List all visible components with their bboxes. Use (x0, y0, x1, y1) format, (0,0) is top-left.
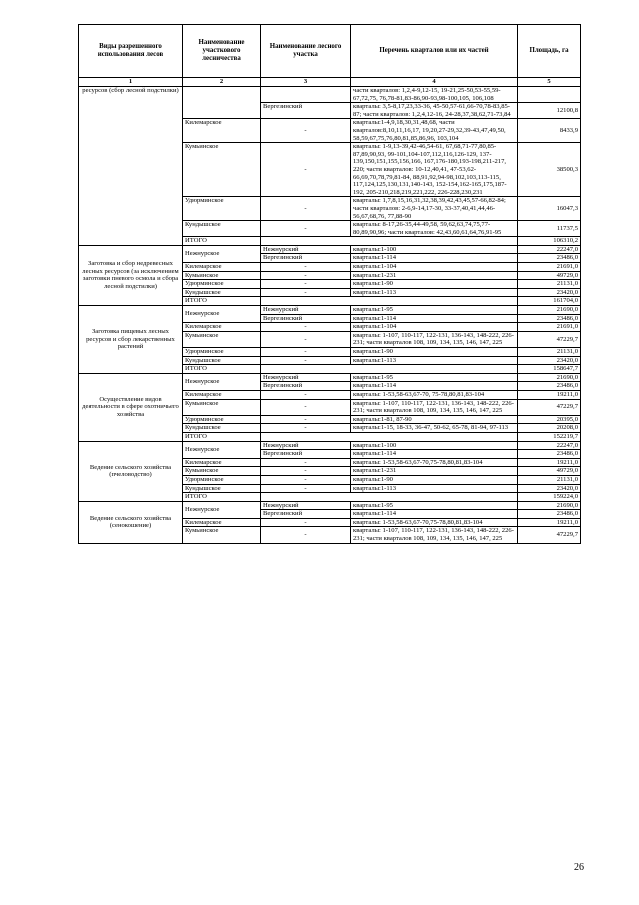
area-name-cell: - (261, 323, 351, 332)
forestry-cell: Килемарское (183, 119, 261, 143)
total-value: 152219,7 (518, 432, 581, 441)
area-cell: 47229,7 (518, 399, 581, 415)
area-name-cell: Нежнурский (261, 373, 351, 382)
col-number: 2 (183, 78, 261, 87)
col-number: 1 (79, 78, 183, 87)
total-label: ИТОГО (183, 297, 261, 306)
area-cell: 38500,3 (518, 143, 581, 197)
area-cell: 8433,9 (518, 119, 581, 143)
table-body (79, 87, 581, 544)
area-name-cell: - (261, 271, 351, 280)
area-cell: 19211,0 (518, 458, 581, 467)
table-row (79, 87, 581, 103)
quarters-cell: кварталы:1-15, 18-33, 36-47, 50-62, 65-78, 81-94, 97-113 (351, 424, 518, 433)
area-name-cell: Вергезинский (261, 314, 351, 323)
quarters-cell: кварталы: 1-107, 110-117, 122-131, 136-143, 148-222, 226-231; части кварталов 108, 109, 134, 135, 146, 147, 225 (351, 331, 518, 347)
quarters-cell: кварталы: 1,7,8,15,16,31,32,38,39,42,43,45,57-66,82-84; части кварталов: 2-6,9-14,17-30, 33-37,40,41,44,46-56,67,68,76, 77,88-90 (351, 197, 518, 221)
quarters-cell: кварталы:1-95 (351, 306, 518, 315)
area-name-cell: - (261, 527, 351, 543)
quarters-cell: кварталы: 1-107, 110-117, 122-131, 136-143, 148-222, 226-231; части кварталов 108, 109, 134, 135, 146, 147, 225 (351, 527, 518, 543)
activity-cell: Заготовка и сбор недревесных лесных ресурсов (за исключением заготовки пневого осмола и сбора лесной подстилки) (79, 245, 183, 305)
forestry-cell (183, 87, 261, 119)
area-cell: 23486,0 (518, 382, 581, 391)
area-cell: 23486,0 (518, 254, 581, 263)
area-cell: 22247,0 (518, 245, 581, 254)
forest-use-table (78, 24, 581, 544)
forestry-cell: Килемарское (183, 518, 261, 527)
total-label: ИТОГО (183, 432, 261, 441)
area-cell (518, 87, 581, 103)
area-name-cell: Вергезинский (261, 254, 351, 263)
quarters-cell: кварталы:1-113 (351, 484, 518, 493)
table-row (79, 373, 581, 382)
area-name-cell: - (261, 518, 351, 527)
quarters-cell: кварталы:1-81, 87-90 (351, 415, 518, 424)
area-cell: 11737,5 (518, 221, 581, 237)
area-cell: 49729,0 (518, 467, 581, 476)
quarters-cell: кварталы:1-100 (351, 441, 518, 450)
area-name-cell: Вергезинский (261, 450, 351, 459)
table-row (79, 245, 581, 254)
area-name-cell: - (261, 119, 351, 143)
quarters-cell: кварталы:1-4,9,18,30,31,48,68, части кварталов:8,10,11,16,17, 19,20,27-29,32,39-43,47,49,50, 58,59,67,75,76,80,81,85,86,96, 103,104 (351, 119, 518, 143)
page-number: 26 (574, 862, 584, 873)
quarters-cell: кварталы:1-113 (351, 356, 518, 365)
area-cell: 21690,0 (518, 501, 581, 510)
area-name-cell: - (261, 415, 351, 424)
col-number: 5 (518, 78, 581, 87)
forestry-cell: Удюрминское (183, 415, 261, 424)
quarters-cell: кварталы:1-95 (351, 373, 518, 382)
header-forestry: Наименование участкового лесничества (183, 25, 261, 78)
forestry-cell: Нежнурское (183, 245, 261, 262)
column-number-row (79, 78, 581, 87)
area-name-cell: - (261, 280, 351, 289)
quarters-cell: кварталы:1-231 (351, 271, 518, 280)
area-name-cell: - (261, 475, 351, 484)
area-cell: 21691,0 (518, 263, 581, 272)
col-number: 4 (351, 78, 518, 87)
header-activity: Виды разрешенного использования лесов (79, 25, 183, 78)
forestry-cell: Удюрминское (183, 197, 261, 221)
total-label: ИТОГО (183, 493, 261, 502)
area-name-cell: Нежнурский (261, 245, 351, 254)
area-cell: 47229,7 (518, 527, 581, 543)
forestry-cell: Кундышское (183, 356, 261, 365)
area-name-cell: - (261, 221, 351, 237)
forestry-cell: Удюрминское (183, 475, 261, 484)
forestry-cell: Килемарское (183, 458, 261, 467)
activity-cell: ресурсов (сбор лесной подстилки) (79, 87, 183, 246)
area-name-cell: - (261, 348, 351, 357)
area-cell: 20395,0 (518, 415, 581, 424)
area-name-cell: - (261, 467, 351, 476)
table-row (79, 501, 581, 510)
forestry-cell: Нежнурское (183, 306, 261, 323)
header-area-name: Наименование лесного участка (261, 25, 351, 78)
table-row (79, 441, 581, 450)
area-name-cell: - (261, 263, 351, 272)
area-name-cell: - (261, 356, 351, 365)
area-cell: 19211,0 (518, 390, 581, 399)
area-name-cell: - (261, 484, 351, 493)
area-cell: 20208,0 (518, 424, 581, 433)
forestry-cell: Кундышское (183, 221, 261, 237)
total-value: 159224,0 (518, 493, 581, 502)
forestry-cell: Кумьинское (183, 271, 261, 280)
area-cell: 21691,0 (518, 323, 581, 332)
area-cell: 23486,0 (518, 314, 581, 323)
quarters-cell: кварталы:1-114 (351, 382, 518, 391)
forestry-cell: Кумьинское (183, 467, 261, 476)
total-value: 106310,2 (518, 237, 581, 246)
area-name-cell: Вергезинский (261, 382, 351, 391)
total-spacer (261, 297, 518, 306)
area-name-cell: Нежнурский (261, 441, 351, 450)
forestry-cell: Нежнурское (183, 373, 261, 390)
area-name-cell: Нежнурский (261, 306, 351, 315)
forestry-cell: Кумьинское (183, 399, 261, 415)
quarters-cell: кварталы: 1-53,58-63,67-70,75-78,80,81,83-104 (351, 458, 518, 467)
area-name-cell: - (261, 197, 351, 221)
quarters-cell: кварталы: 1-107, 110-117, 122-131, 136-143, 148-222, 226-231; части кварталов 108, 109, 134, 135, 146, 147, 225 (351, 399, 518, 415)
area-name-cell: - (261, 424, 351, 433)
document-page (78, 24, 580, 544)
forestry-cell: Кундышское (183, 484, 261, 493)
forestry-cell: Килемарское (183, 390, 261, 399)
forestry-cell: Кундышское (183, 424, 261, 433)
area-cell: 12100,8 (518, 103, 581, 119)
total-spacer (261, 237, 518, 246)
area-cell: 19211,0 (518, 518, 581, 527)
area-cell: 21131,0 (518, 280, 581, 289)
total-spacer (261, 493, 518, 502)
quarters-cell: части кварталов: 1,2,4-9,12-15, 19-21,25-50,53-55,59-67,72,75, 76,78-81,83-86,90-93,98-100,105, 106,108 (351, 87, 518, 103)
area-cell: 47229,7 (518, 331, 581, 347)
quarters-cell: кварталы: 3,5-8,17,23,33-36, 45-50,57-61,66-70,78-83,85-87; части кварталов: 1,2,4,12-16, 24-28,37,38,62,71-73,84 (351, 103, 518, 119)
quarters-cell: кварталы: 1-53,58-63,67-70, 75-78,80,81,83-104 (351, 390, 518, 399)
area-name-cell: - (261, 399, 351, 415)
forestry-cell: Кундышское (183, 288, 261, 297)
forestry-cell: Кумьинское (183, 527, 261, 543)
forestry-cell: Кумьинское (183, 143, 261, 197)
quarters-cell: кварталы: 8-17,26-35,44-49,58, 59,62,63,74,75,77-80,89,90,96; части кварталов: 42,43,60,61,64,76,91-95 (351, 221, 518, 237)
area-cell: 23420,0 (518, 484, 581, 493)
area-name-cell (261, 87, 351, 103)
activity-cell: Ведение сельского хозяйства (сенокошение) (79, 501, 183, 543)
quarters-cell: кварталы:1-104 (351, 323, 518, 332)
total-value: 161704,0 (518, 297, 581, 306)
quarters-cell: кварталы: 1-53,58-63,67-70,75-78,80,81,83-104 (351, 518, 518, 527)
activity-cell: Ведение сельского хозяйства (пчеловодство) (79, 441, 183, 501)
area-cell: 21131,0 (518, 348, 581, 357)
forestry-cell: Удюрминское (183, 348, 261, 357)
area-cell: 23486,0 (518, 510, 581, 519)
area-cell: 21690,0 (518, 306, 581, 315)
table-row (79, 306, 581, 315)
area-cell: 22247,0 (518, 441, 581, 450)
forestry-cell: Удюрминское (183, 280, 261, 289)
quarters-cell: кварталы:1-114 (351, 254, 518, 263)
quarters-cell: кварталы:1-90 (351, 348, 518, 357)
area-name-cell: Вергезинский (261, 103, 351, 119)
area-name-cell: - (261, 143, 351, 197)
quarters-cell: кварталы:1-90 (351, 280, 518, 289)
header-row (79, 25, 581, 78)
total-label: ИТОГО (183, 237, 261, 246)
area-cell: 23420,0 (518, 288, 581, 297)
forestry-cell: Килемарское (183, 263, 261, 272)
quarters-cell: кварталы:1-90 (351, 475, 518, 484)
header-area: Площадь, га (518, 25, 581, 78)
total-spacer (261, 432, 518, 441)
area-cell: 21690,0 (518, 373, 581, 382)
total-label: ИТОГО (183, 365, 261, 374)
activity-cell: Осуществление видов деятельности в сфере охотничьего хозяйства (79, 373, 183, 441)
total-spacer (261, 365, 518, 374)
area-cell: 23486,0 (518, 450, 581, 459)
area-name-cell: - (261, 390, 351, 399)
area-name-cell: Нежнурский (261, 501, 351, 510)
forestry-cell: Кумьинское (183, 331, 261, 347)
area-name-cell: - (261, 331, 351, 347)
area-name-cell: - (261, 288, 351, 297)
area-name-cell: Вергезинский (261, 510, 351, 519)
area-cell: 21131,0 (518, 475, 581, 484)
area-cell: 23420,0 (518, 356, 581, 365)
quarters-cell: кварталы:1-114 (351, 314, 518, 323)
quarters-cell: кварталы:1-231 (351, 467, 518, 476)
area-cell: 16047,3 (518, 197, 581, 221)
forestry-cell: Нежнурское (183, 501, 261, 518)
forestry-cell: Килемарское (183, 323, 261, 332)
forestry-cell: Нежнурское (183, 441, 261, 458)
area-name-cell: - (261, 458, 351, 467)
total-value: 158647,7 (518, 365, 581, 374)
quarters-cell: кварталы:1-114 (351, 450, 518, 459)
quarters-cell: кварталы:1-113 (351, 288, 518, 297)
header-quarters: Перечень кварталов или их частей (351, 25, 518, 78)
quarters-cell: кварталы:1-104 (351, 263, 518, 272)
quarters-cell: кварталы:1-95 (351, 501, 518, 510)
col-number: 3 (261, 78, 351, 87)
quarters-cell: кварталы:1-100 (351, 245, 518, 254)
area-cell: 49729,0 (518, 271, 581, 280)
quarters-cell: кварталы:1-114 (351, 510, 518, 519)
activity-cell: Заготовка пищевых лесных ресурсов и сбор лекарственных растений (79, 306, 183, 374)
quarters-cell: кварталы: 1-9,13-39,42-46,54-61, 67,68,71-77,80,85-87,89,90,93, 99-101,104-107,112,116,126-129, 137-139,150,151,155,156,166, 167,176-180,193-198,211-217, 220; части кварталов: 10-12,40,41, 47-53,62-66,69,70,78,79,81-84, 88,91,92,94-98,102,103,113-115, 117,124,125,130,131,140-143, 152-154,162-165,175,187-192, 205-210,218,219,221,222, 226-228,230,231 (351, 143, 518, 197)
